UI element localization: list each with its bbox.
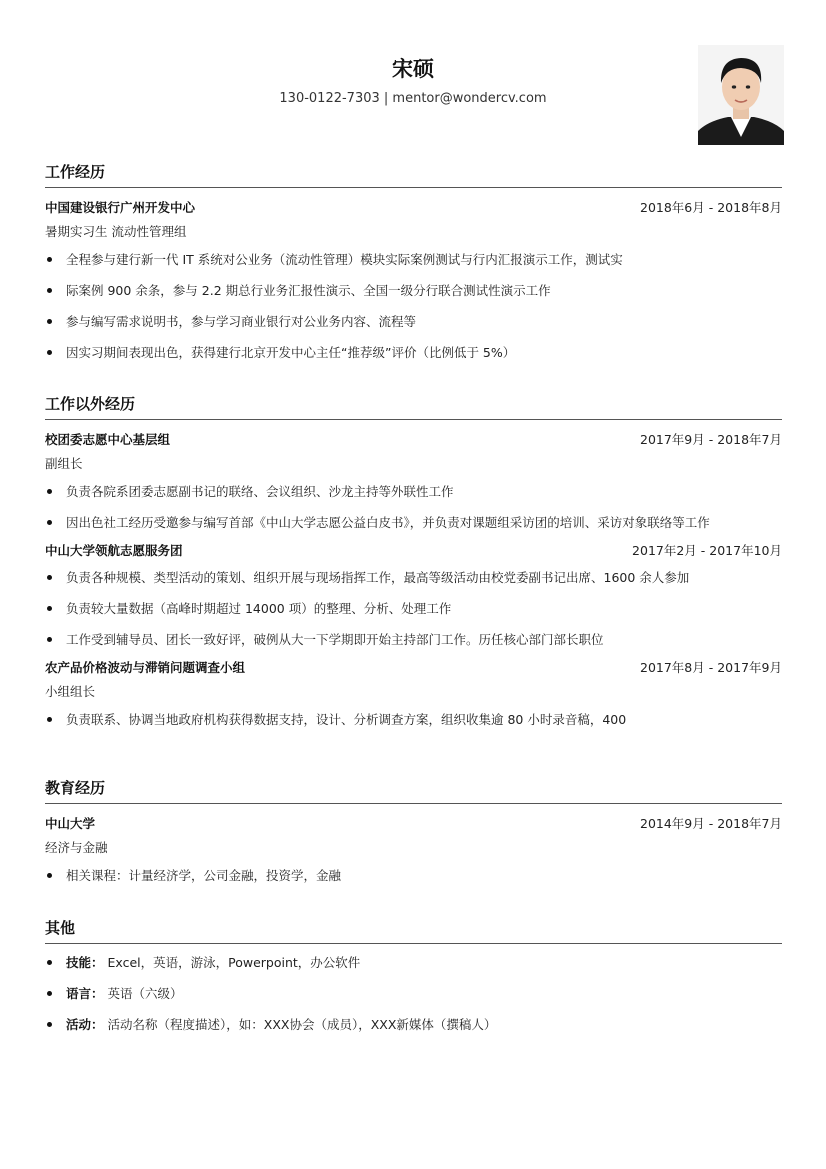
bullet-icon: [47, 575, 52, 580]
date-range: 2017年8月 - 2017年9月: [640, 660, 782, 675]
bullet-list: [45, 567, 782, 660]
bullet-icon: [47, 520, 52, 525]
entry-header: [45, 812, 782, 834]
list-item: 负责各种规模、类型活动的策划、组织开展与现场指挥工作，最高等级活动由校党委副书记出席、1600 余人参加: [45, 567, 782, 598]
contact-info: 130-0122-7303 | mentor@wondercv.com: [279, 91, 547, 106]
item-label: 活动：: [66, 1017, 104, 1032]
education-section: [45, 777, 782, 896]
list-item: 参与编写需求说明书，参与学习商业银行对公业务内容、流程等: [45, 311, 782, 342]
major-name: 经济与金融: [45, 840, 108, 855]
list-item: 因出色社工经历受邀参与编写首部《中山大学志愿公益白皮书》，并负责对课题组采访团的培训、采访对象联络等工作: [45, 512, 782, 543]
bullet-icon: [47, 606, 52, 611]
date-range: 2018年6月 - 2018年8月: [640, 200, 782, 215]
organization-name: 中山大学领航志愿服务团: [45, 543, 183, 558]
list-item: 负责联系、协调当地政府机构获得数据支持，设计、分析调查方案，组织收集逾 80 小时录音稿，400: [45, 709, 782, 740]
section-title-other: 其他: [45, 917, 782, 944]
date-range: 2014年9月 - 2018年7月: [640, 816, 782, 831]
bullet-icon: [47, 991, 52, 996]
item-label: 技能：: [66, 955, 104, 970]
role-title: 小组组长: [45, 684, 96, 699]
item-label: 语言：: [66, 986, 104, 1001]
profile-photo: [698, 45, 784, 145]
person-portrait-icon: [698, 45, 784, 145]
bullet-icon: [47, 1022, 52, 1027]
list-item: 因实习期间表现出色，获得建行北京开发中心主任“推荐级”评价（比例低于 5%）: [45, 342, 782, 373]
work-experience-section: [45, 161, 782, 373]
section-title-extra: 工作以外经历: [45, 393, 782, 420]
list-item: [45, 983, 782, 1014]
list-item: 际案例 900 余条，参与 2.2 期总行业务汇报性演示、全国一级分行联合测试性演示工作: [45, 280, 782, 311]
organization-name: 农产品价格波动与滞销问题调查小组: [45, 660, 246, 675]
date-range: 2017年9月 - 2018年7月: [640, 432, 782, 447]
bullet-list: [45, 709, 782, 740]
organization-name: 中国建设银行广州开发中心: [45, 200, 196, 215]
list-item: 负责各院系团委志愿副书记的联络、会议组织、沙龙主持等外联性工作: [45, 481, 782, 512]
bullet-icon: [47, 960, 52, 965]
school-name: 中山大学: [45, 816, 96, 831]
bullet-icon: [47, 288, 52, 293]
bullet-icon: [47, 873, 52, 878]
extra-experience-section: [45, 393, 782, 740]
bullet-icon: [47, 489, 52, 494]
list-item: [45, 952, 782, 983]
bullet-list: [45, 952, 782, 1045]
item-value: Excel，英语，游泳，Powerpoint，办公软件: [107, 955, 361, 970]
list-item: 相关课程：计量经济学，公司金融，投资学，金融: [45, 865, 782, 896]
item-value: 英语（六级）: [107, 986, 183, 1001]
bullet-icon: [47, 350, 52, 355]
section-title-work: 工作经历: [45, 161, 782, 188]
list-item: 工作受到辅导员、团长一致好评，破例从大一下学期即开始主持部门工作。历任核心部门部长职位: [45, 629, 782, 660]
bullet-icon: [47, 319, 52, 324]
entry-header: [45, 428, 782, 450]
role-title: 暑期实习生 流动性管理组: [45, 224, 187, 239]
bullet-icon: [47, 637, 52, 642]
bullet-list: [45, 481, 782, 543]
list-item: 负责较大量数据（高峰时期超过 14000 项）的整理、分析、处理工作: [45, 598, 782, 629]
bullet-list: [45, 249, 782, 373]
entry-header: [45, 196, 782, 218]
bullet-icon: [47, 257, 52, 262]
bullet-icon: [47, 717, 52, 722]
organization-name: 校团委志愿中心基层组: [45, 432, 171, 447]
list-item: [45, 1014, 782, 1045]
list-item: 全程参与建行新一代 IT 系统对公业务（流动性管理）模块实际案例测试与行内汇报演示工作，测试实: [45, 249, 782, 280]
role-title: 副组长: [45, 456, 83, 471]
date-range: 2017年2月 - 2017年10月: [632, 543, 782, 558]
item-value: 活动名称（程度描述），如：XXX协会（成员），XXX新媒体（撰稿人）: [107, 1017, 497, 1032]
candidate-name: 宋硕: [392, 57, 434, 81]
other-section: [45, 917, 782, 1045]
bullet-list: [45, 865, 782, 896]
section-title-education: 教育经历: [45, 777, 782, 804]
